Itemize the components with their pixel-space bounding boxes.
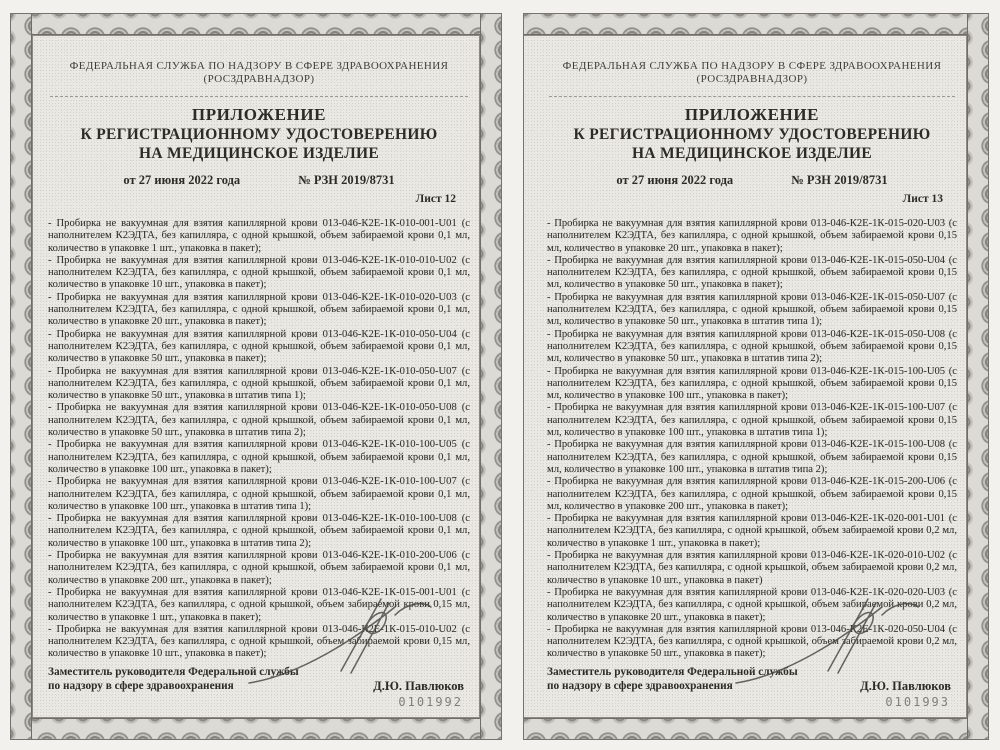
page-inner <box>524 35 967 718</box>
catalog-item: - Пробирка не вакуумная для взятия капиллярной крови 013-046-К2Е-1К-010-100-U05 (с наполнителем К2ЭДТА, без капилляра, с одной крышкой, объем забираемой крови 0,1 мл, количество в упаковке 100 шт., упаковка в пакет); <box>48 439 470 475</box>
document-title <box>48 105 470 163</box>
registration-number: № РЗН 2019/8731 <box>298 173 395 187</box>
page-inner <box>32 35 480 718</box>
ornamental-border-top <box>11 14 501 35</box>
catalog-item: - Пробирка не вакуумная для взятия капиллярной крови 013-046-К2Е-1К-015-200-U06 (с наполнителем К2ЭДТА, без капилляра, с одной крышкой, объем забираемой крови 0,15 мл, количество в упаковке 200 шт., упаковка в пакет); <box>547 476 957 512</box>
signature-block <box>48 665 470 694</box>
issue-date: от 27 июня 2022 года <box>616 173 734 187</box>
issue-date: от 27 июня 2022 года <box>123 173 241 187</box>
ornamental-border-right <box>480 14 501 739</box>
catalog-item: - Пробирка не вакуумная для взятия капиллярной крови 013-046-К2Е-1К-020-050-U04 (с наполнителем К2ЭДТА, без капилляра, с одной крышкой, объем забираемой крови 0,2 мл, количество в упаковке 50 шт., упаковка в пакет); <box>547 623 957 660</box>
item-list <box>547 218 957 661</box>
title-line2: К РЕГИСТРАЦИОННОМУ УДОСТОВЕРЕНИЮ <box>573 126 931 143</box>
ornamental-border-right <box>967 14 988 739</box>
catalog-item: - Пробирка не вакуумная для взятия капиллярной крови 013-046-К2Е-1К-020-001-U01 (с наполнителем К2ЭДТА, без капилляра, с одной крышкой, объем забираемой крови 0,2 мл, количество в упаковке 1 шт., упаковка в пакет); <box>547 513 957 549</box>
catalog-item: - Пробирка не вакуумная для взятия капиллярной крови 013-046-К2Е-1К-010-100-U08 (с наполнителем К2ЭДТА, без капилляра, с одной крышкой, объем забираемой крови 0,1 мл, количество в упаковке 100 шт., упаковка в штатив типа 2); <box>48 513 470 549</box>
agency-line1: ФЕДЕРАЛЬНАЯ СЛУЖБА ПО НАДЗОРУ В СФЕРЕ ЗДРАВООХРАНЕНИЯ <box>562 60 942 72</box>
ornamental-border-bottom <box>11 718 501 739</box>
agency-name <box>48 60 470 86</box>
ornamental-border-top <box>524 14 988 35</box>
catalog-item: - Пробирка не вакуумная для взятия капиллярной крови 013-046-К2Е-1К-015-050-U04 (с наполнителем К2ЭДТА, без капилляра, с одной крышкой, объем забираемой крови 0,15 мл, количество в упаковке 50 шт., упаковка в пакет); <box>547 254 957 291</box>
item-list <box>48 218 470 661</box>
catalog-item: - Пробирка не вакуумная для взятия капиллярной крови 013-046-К2Е-1К-010-010-U02 (с наполнителем К2ЭДТА, без капилляра, с одной крышкой, объем забираемой крови 0,1 мл, количество в упаковке 10 шт., упаковка в пакет); <box>48 254 470 291</box>
dashed-divider <box>549 96 955 97</box>
agency-line1: ФЕДЕРАЛЬНАЯ СЛУЖБА ПО НАДЗОРУ В СФЕРЕ ЗДРАВООХРАНЕНИЯ <box>69 60 449 72</box>
date-number-row <box>48 173 470 188</box>
title-line3: НА МЕДИЦИНСКОЕ ИЗДЕЛИЕ <box>139 145 379 162</box>
serial-number: 0101993 <box>885 695 950 709</box>
registration-number: № РЗН 2019/8731 <box>791 173 888 187</box>
signer-name: Д.Ю. Павлюков <box>860 678 951 693</box>
catalog-item: - Пробирка не вакуумная для взятия капиллярной крови 013-046-К2Е-1К-010-050-U07 (с наполнителем К2ЭДТА, без капилляра, с одной крышкой, объем забираемой крови 0,1 мл, количество в упаковке 50 шт., упаковка в штатив типа 1); <box>48 365 470 402</box>
serial-number: 0101992 <box>398 695 463 709</box>
title-line3: НА МЕДИЦИНСКОЕ ИЗДЕЛИЕ <box>632 145 872 162</box>
agency-name <box>547 60 957 86</box>
catalog-item: - Пробирка не вакуумная для взятия капиллярной крови 013-046-К2Е-1К-015-001-U01 (с наполнителем К2ЭДТА, без капилляра, с одной крышкой, объем забираемой крови 0,15 мл, количество в упаковке 1 шт., упаковка в пакет); <box>48 586 470 623</box>
dashed-divider <box>50 96 468 97</box>
catalog-item: - Пробирка не вакуумная для взятия капиллярной крови 013-046-К2Е-1К-010-200-U06 (с наполнителем К2ЭДТА, без капилляра, с одной крышкой, объем забираемой крови 0,1 мл, количество в упаковке 200 шт., упаковка в пакет); <box>48 550 470 586</box>
signer-title-line2: по надзору в сфере здравоохранения <box>547 680 733 693</box>
title-line1: ПРИЛОЖЕНИЕ <box>684 105 820 124</box>
signer-title <box>48 665 299 694</box>
signer-title-line2: по надзору в сфере здравоохранения <box>48 680 234 693</box>
sheet-number: Лист 13 <box>902 193 943 205</box>
document-title <box>547 105 957 163</box>
catalog-item: - Пробирка не вакуумная для взятия капиллярной крови 013-046-К2Е-1К-020-010-U02 (с наполнителем К2ЭДТА, без капилляра, с одной крышкой, объем забираемой крови 0,2 мл, количество в упаковке 10 шт., упаковка в пакет) <box>547 550 957 586</box>
catalog-item: - Пробирка не вакуумная для взятия капиллярной крови 013-046-К2Е-1К-010-020-U03 (с наполнителем К2ЭДТА, без капилляра, с одной крышкой, объем забираемой крови 0,1 мл, количество в упаковке 20 шт., упаковка в пакет); <box>48 291 470 328</box>
ornamental-border-left <box>11 14 32 739</box>
catalog-item: - Пробирка не вакуумная для взятия капиллярной крови 013-046-К2Е-1К-020-020-U03 (с наполнителем К2ЭДТА, без капилляра, с одной крышкой, объем забираемой крови 0,2 мл, количество в упаковке 20 шт., упаковка в пакет); <box>547 586 957 623</box>
catalog-item: - Пробирка не вакуумная для взятия капиллярной крови 013-046-К2Е-1К-015-050-U08 (с наполнителем К2ЭДТА, без капилляра, с одной крышкой, объем забираемой крови 0,15 мл, количество в упаковке 50 шт., упаковка в штатив типа 2); <box>547 328 957 365</box>
catalog-item: - Пробирка не вакуумная для взятия капиллярной крови 013-046-К2Е-1К-015-050-U07 (с наполнителем К2ЭДТА, без капилляра, с одной крышкой, объем забираемой крови 0,15 мл, количество в упаковке 50 шт., упаковка в штатив типа 1); <box>547 291 957 328</box>
signer-title-line1: Заместитель руководителя Федеральной службы <box>48 665 299 678</box>
catalog-item: - Пробирка не вакуумная для взятия капиллярной крови 013-046-К2Е-1К-010-050-U08 (с наполнителем К2ЭДТА, без капилляра, с одной крышкой, объем забираемой крови 0,1 мл, количество в упаковке 50 шт., упаковка в штатив типа 2); <box>48 402 470 439</box>
catalog-item: - Пробирка не вакуумная для взятия капиллярной крови 013-046-К2Е-1К-010-050-U04 (с наполнителем К2ЭДТА, без капилляра, с одной крышкой, объем забираемой крови 0,1 мл, количество в упаковке 50 шт., упаковка в пакет); <box>48 328 470 365</box>
ornamental-border-bottom <box>524 718 988 739</box>
title-line2: К РЕГИСТРАЦИОННОМУ УДОСТОВЕРЕНИЮ <box>80 126 438 143</box>
signer-title-line1: Заместитель руководителя Федеральной службы <box>547 665 798 678</box>
signer-name: Д.Ю. Павлюков <box>373 678 464 693</box>
agency-line2: (РОСЗДРАВНАДЗОР) <box>696 73 808 85</box>
agency-line2: (РОСЗДРАВНАДЗОР) <box>203 73 315 85</box>
catalog-item: - Пробирка не вакуумная для взятия капиллярной крови 013-046-К2Е-1К-015-100-U08 (с наполнителем К2ЭДТА, без капилляра, с одной крышкой, объем забираемой крови 0,15 мл, количество в упаковке 100 шт., упаковка в штатив типа 2); <box>547 439 957 475</box>
catalog-item: - Пробирка не вакуумная для взятия капиллярной крови 013-046-К2Е-1К-015-100-U07 (с наполнителем К2ЭДТА, без капилляра, с одной крышкой, объем забираемой крови 0,15 мл, количество в упаковке 100 шт., упаковка в штатив типа 1); <box>547 402 957 439</box>
catalog-item: - Пробирка не вакуумная для взятия капиллярной крови 013-046-К2Е-1К-010-100-U07 (с наполнителем К2ЭДТА, без капилляра, с одной крышкой, объем забираемой крови 0,1 мл, количество в упаковке 100 шт., упаковка в штатив типа 1); <box>48 476 470 512</box>
document-page-sheet-13 <box>523 13 989 740</box>
document-page-sheet-12 <box>10 13 502 740</box>
signer-title <box>547 665 798 694</box>
title-line1: ПРИЛОЖЕНИЕ <box>191 105 327 124</box>
catalog-item: - Пробирка не вакуумная для взятия капиллярной крови 013-046-К2Е-1К-015-100-U05 (с наполнителем К2ЭДТА, без капилляра, с одной крышкой, объем забираемой крови 0,15 мл, количество в упаковке 100 шт., упаковка в пакет); <box>547 365 957 402</box>
catalog-item: - Пробирка не вакуумная для взятия капиллярной крови 013-046-К2Е-1К-015-010-U02 (с наполнителем К2ЭДТА, без капилляра, с одной крышкой, объем забираемой крови 0,15 мл, количество в упаковке 10 шт., упаковка в пакет); <box>48 623 470 660</box>
date-number-row <box>547 173 957 188</box>
catalog-item: - Пробирка не вакуумная для взятия капиллярной крови 013-046-К2Е-1К-015-020-U03 (с наполнителем К2ЭДТА, без капилляра, с одной крышкой, объем забираемой крови 0,15 мл, количество в упаковке 20 шт., упаковка в пакет); <box>547 218 957 254</box>
catalog-item: - Пробирка не вакуумная для взятия капиллярной крови 013-046-К2Е-1К-010-001-U01 (с наполнителем К2ЭДТА, без капилляра, с одной крышкой, объем забираемой крови 0,1 мл, количество в упаковке 1 шт., упаковка в пакет); <box>48 218 470 254</box>
signature-block <box>547 665 957 694</box>
sheet-number: Лист 12 <box>415 193 456 205</box>
